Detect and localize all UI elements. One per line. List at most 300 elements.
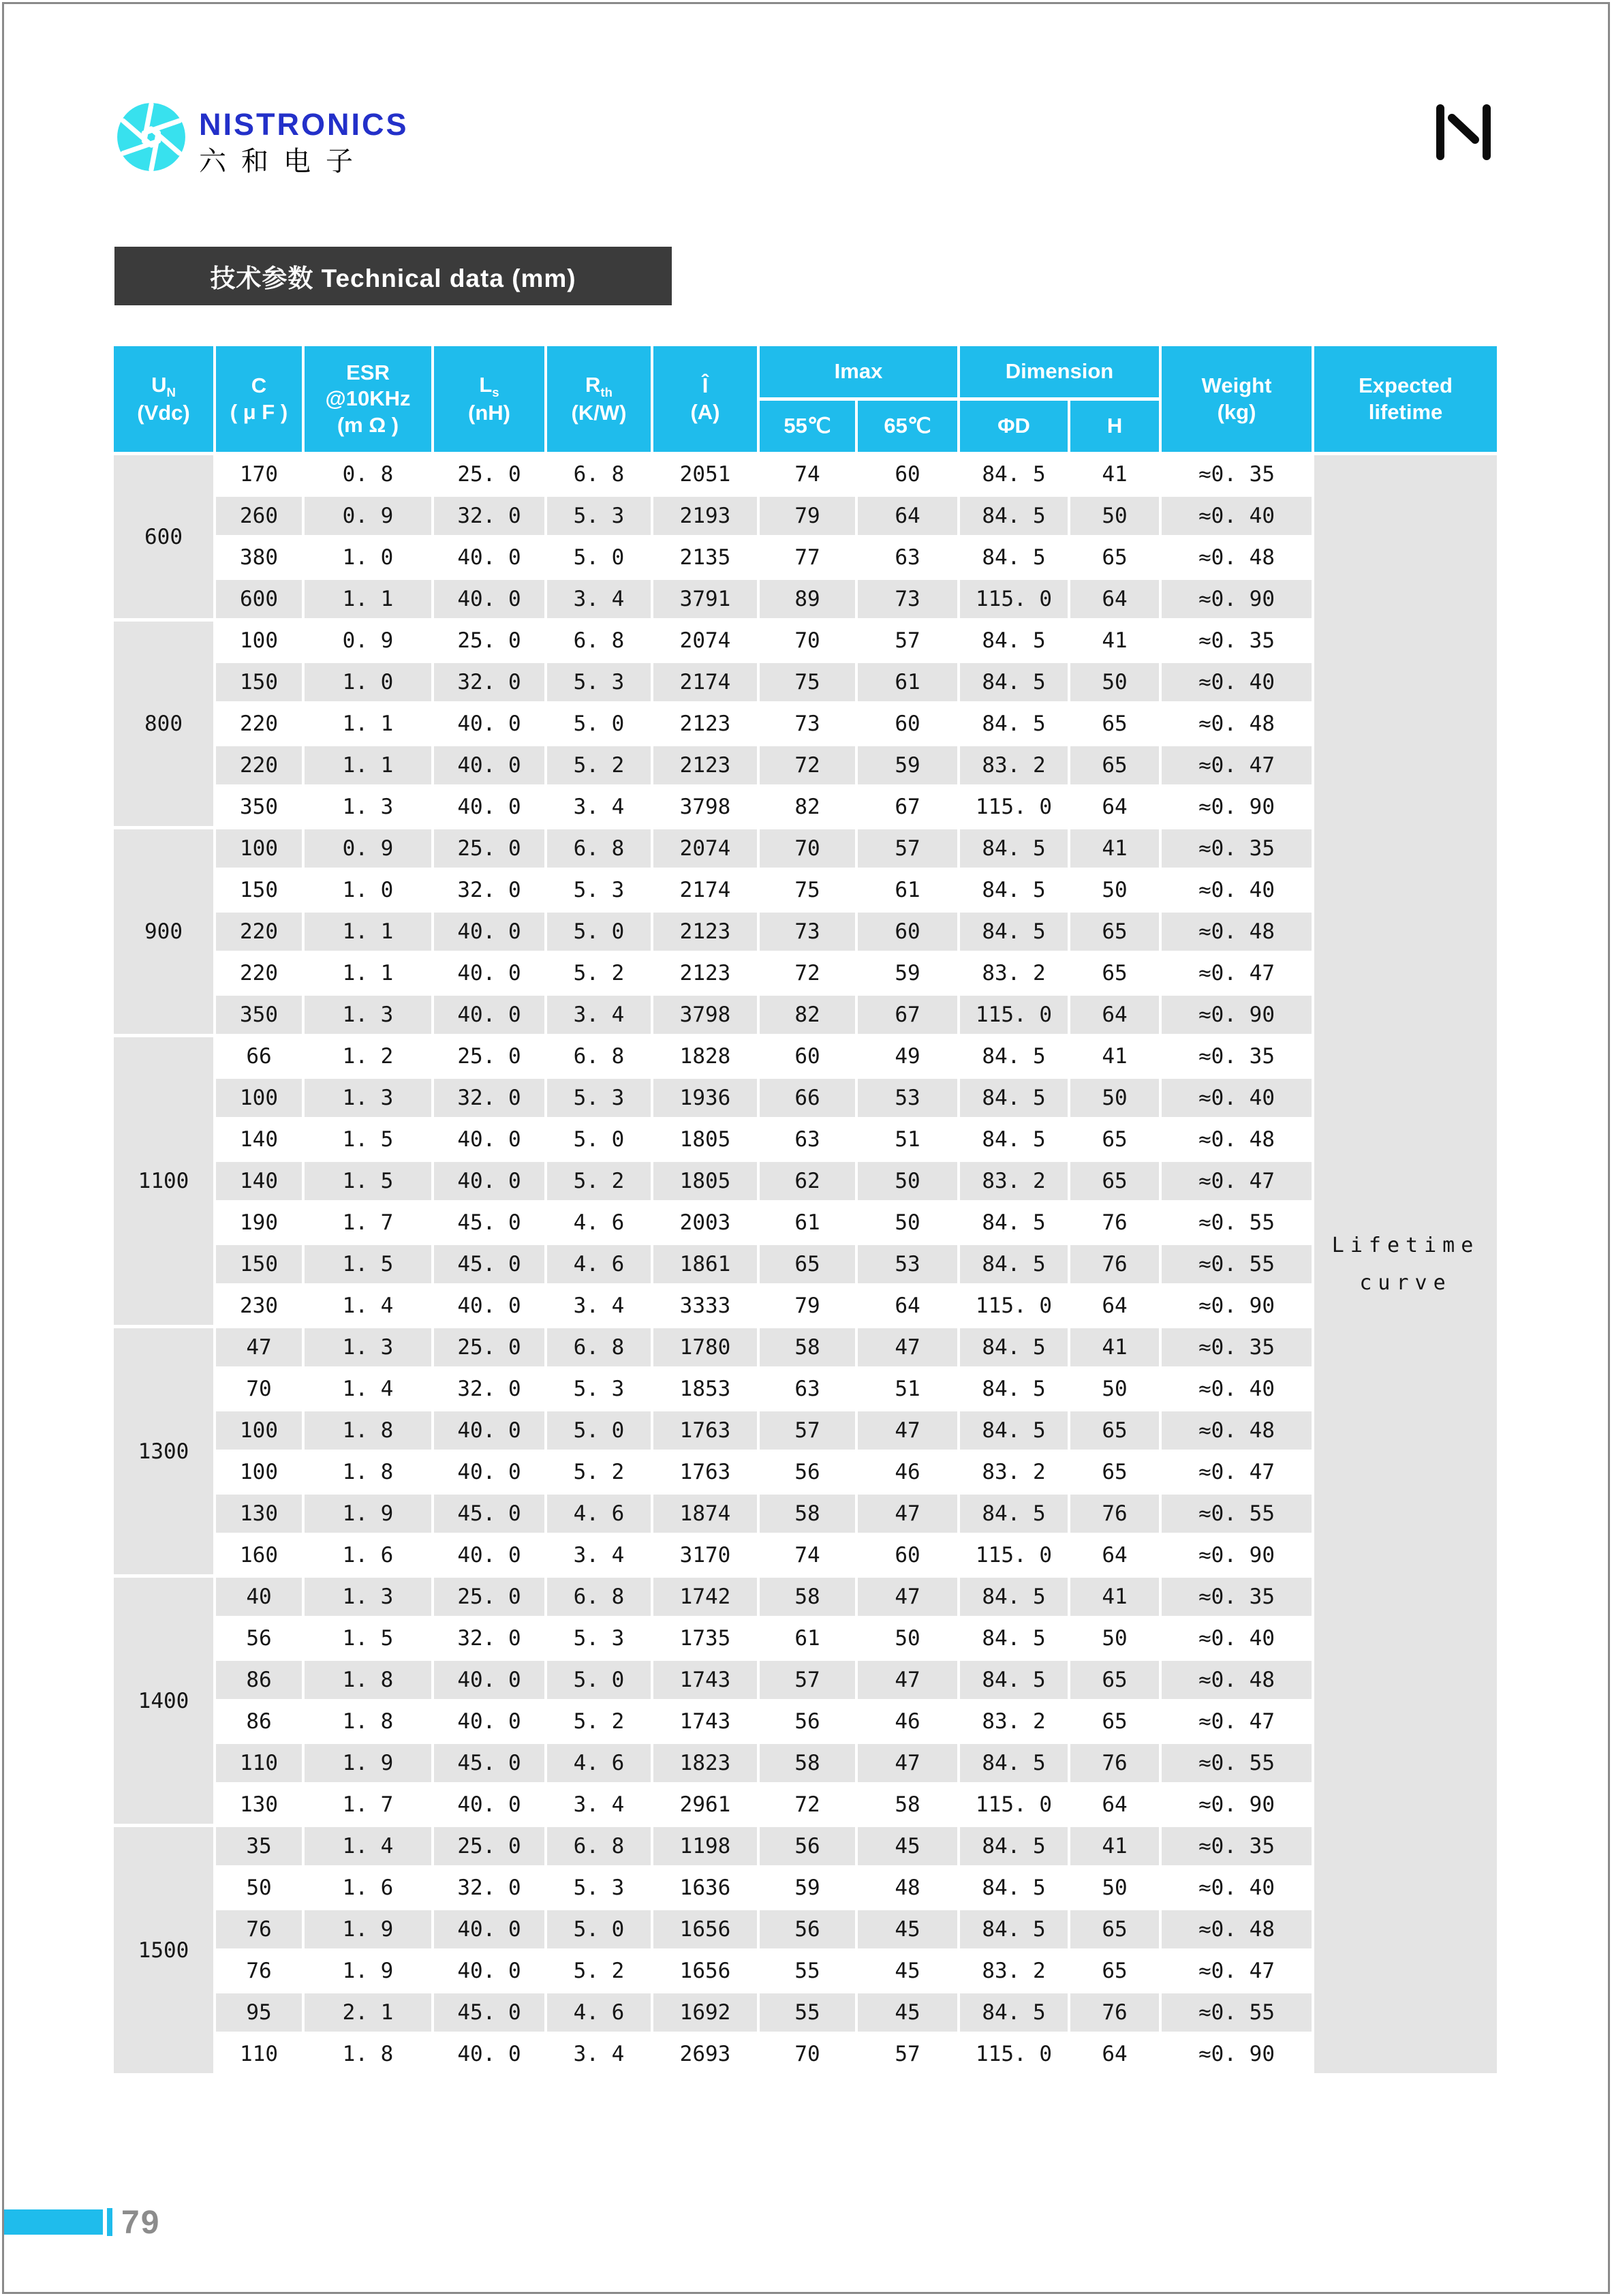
table-row [114, 705, 1497, 743]
data-cell: 55 [760, 1993, 855, 2032]
col-header-phid: ΦD [960, 401, 1068, 452]
data-cell: 1692 [653, 1993, 757, 2032]
data-cell: 3333 [653, 1287, 757, 1325]
col-header-h: H [1070, 401, 1159, 452]
data-cell: ≈0. 35 [1162, 622, 1312, 660]
technical-data-table-wrap [111, 343, 1502, 2077]
data-cell: 2123 [653, 954, 757, 992]
table-row [114, 1328, 1497, 1366]
data-cell: 5. 2 [547, 746, 651, 784]
data-cell: 32. 0 [434, 1869, 544, 1907]
data-cell: 1853 [653, 1370, 757, 1408]
data-cell: 3798 [653, 996, 757, 1034]
data-cell: 5. 0 [547, 1910, 651, 1948]
data-cell: 84. 5 [960, 1204, 1068, 1242]
data-cell: 1. 9 [305, 1744, 431, 1782]
data-cell: 1. 8 [305, 1411, 431, 1450]
data-cell: 5. 0 [547, 705, 651, 743]
data-cell: 50 [1070, 1619, 1159, 1657]
data-cell: 32. 0 [434, 1079, 544, 1117]
col-header-55c: 55℃ [760, 401, 855, 452]
page-number: 79 [121, 2205, 161, 2241]
data-cell: 49 [858, 1037, 957, 1075]
data-cell: 220 [216, 746, 302, 784]
data-cell: 84. 5 [960, 829, 1068, 868]
data-cell: 61 [858, 871, 957, 909]
group-voltage-cell: 1100 [114, 1037, 213, 1325]
col-header-expected-lifetime: Expected lifetime [1314, 346, 1497, 452]
table-row [114, 1744, 1497, 1782]
data-cell: 100 [216, 1079, 302, 1117]
data-cell: 1. 3 [305, 1079, 431, 1117]
table-row [114, 996, 1497, 1034]
data-cell: ≈0. 35 [1162, 1328, 1312, 1366]
data-cell: 170 [216, 455, 302, 493]
data-cell: 58 [760, 1744, 855, 1782]
data-cell: 76 [1070, 1495, 1159, 1533]
data-cell: 140 [216, 1162, 302, 1200]
data-cell: 2123 [653, 746, 757, 784]
data-cell: 84. 5 [960, 1869, 1068, 1907]
data-cell: 110 [216, 2035, 302, 2073]
data-cell: 40. 0 [434, 1536, 544, 1574]
data-cell: 40. 0 [434, 1411, 544, 1450]
table-row [114, 1162, 1497, 1200]
data-cell: 58 [760, 1578, 855, 1616]
data-cell: 76 [216, 1910, 302, 1948]
data-cell: 1. 9 [305, 1910, 431, 1948]
table-row [114, 1453, 1497, 1491]
data-cell: 65 [1070, 913, 1159, 951]
data-cell: 50 [858, 1619, 957, 1657]
col-header-ls: $L_s$ (nH) [434, 346, 544, 452]
data-cell: 1743 [653, 1661, 757, 1699]
data-cell: 72 [760, 746, 855, 784]
data-cell: 40. 0 [434, 2035, 544, 2073]
data-cell: 600 [216, 580, 302, 618]
data-cell: ≈0. 48 [1162, 1910, 1312, 1948]
data-cell: 47 [858, 1744, 957, 1782]
data-cell: 47 [858, 1661, 957, 1699]
data-cell: 61 [760, 1204, 855, 1242]
data-cell: ≈0. 40 [1162, 663, 1312, 701]
data-cell: 83. 2 [960, 746, 1068, 784]
data-cell: 67 [858, 996, 957, 1034]
data-cell: ≈0. 90 [1162, 1536, 1312, 1574]
data-cell: 57 [760, 1411, 855, 1450]
data-cell: 100 [216, 1411, 302, 1450]
data-cell: 86 [216, 1661, 302, 1699]
data-cell: ≈0. 90 [1162, 580, 1312, 618]
data-cell: 100 [216, 1453, 302, 1491]
data-cell: 6. 8 [547, 622, 651, 660]
data-cell: 72 [760, 954, 855, 992]
data-cell: 25. 0 [434, 1328, 544, 1366]
data-cell: 75 [760, 663, 855, 701]
data-cell: 6. 8 [547, 1578, 651, 1616]
data-cell: 2051 [653, 455, 757, 493]
data-cell: 57 [858, 829, 957, 868]
data-cell: 40. 0 [434, 1786, 544, 1824]
data-cell: 2961 [653, 1786, 757, 1824]
col-header-peak-current: Î (A) [653, 346, 757, 452]
data-cell: 1. 6 [305, 1869, 431, 1907]
group-voltage-cell: 1400 [114, 1578, 213, 1824]
data-cell: 64 [1070, 1536, 1159, 1574]
data-cell: 50 [216, 1869, 302, 1907]
data-cell: 64 [1070, 996, 1159, 1034]
data-cell: 1. 2 [305, 1037, 431, 1075]
data-cell: 50 [1070, 497, 1159, 535]
data-cell: 83. 2 [960, 1952, 1068, 1990]
data-cell: 66 [216, 1037, 302, 1075]
data-cell: 3. 4 [547, 996, 651, 1034]
data-cell: 47 [858, 1495, 957, 1533]
data-cell: 2193 [653, 497, 757, 535]
data-cell: 84. 5 [960, 1120, 1068, 1159]
data-cell: 350 [216, 788, 302, 826]
data-cell: 50 [1070, 1370, 1159, 1408]
data-cell: 62 [760, 1162, 855, 1200]
data-cell: ≈0. 48 [1162, 1661, 1312, 1699]
lifetime-curve-line: curve [1359, 1271, 1452, 1295]
data-cell: 84. 5 [960, 1578, 1068, 1616]
data-cell: 1. 5 [305, 1162, 431, 1200]
data-cell: 45 [858, 1952, 957, 1990]
data-cell: 45 [858, 1827, 957, 1865]
data-cell: 2123 [653, 913, 757, 951]
table-row [114, 1370, 1497, 1408]
data-cell: 65 [1070, 1661, 1159, 1699]
data-cell: 130 [216, 1786, 302, 1824]
data-cell: 84. 5 [960, 1619, 1068, 1657]
data-cell: 84. 5 [960, 1370, 1068, 1408]
data-cell: 32. 0 [434, 871, 544, 909]
data-cell: 100 [216, 622, 302, 660]
data-cell: 40. 0 [434, 746, 544, 784]
data-cell: 60 [760, 1037, 855, 1075]
data-cell: 58 [858, 1786, 957, 1824]
data-cell: 150 [216, 663, 302, 701]
data-cell: 84. 5 [960, 497, 1068, 535]
data-cell: 1656 [653, 1952, 757, 1990]
data-cell: 50 [1070, 1869, 1159, 1907]
data-cell: 65 [1070, 1120, 1159, 1159]
data-cell: 2174 [653, 663, 757, 701]
data-cell: 32. 0 [434, 1370, 544, 1408]
data-cell: ≈0. 48 [1162, 1411, 1312, 1450]
data-cell: 55 [760, 1952, 855, 1990]
data-cell: 1. 5 [305, 1120, 431, 1159]
data-cell: 5. 0 [547, 913, 651, 951]
data-cell: 230 [216, 1287, 302, 1325]
data-cell: 25. 0 [434, 1578, 544, 1616]
data-cell: 6. 8 [547, 455, 651, 493]
data-cell: 75 [760, 871, 855, 909]
data-cell: ≈0. 35 [1162, 1827, 1312, 1865]
data-cell: 350 [216, 996, 302, 1034]
data-cell: 70 [760, 829, 855, 868]
data-cell: 65 [1070, 1162, 1159, 1200]
data-cell: 5. 3 [547, 1869, 651, 1907]
table-row [114, 788, 1497, 826]
data-cell: 65 [1070, 1910, 1159, 1948]
data-cell: 1. 0 [305, 538, 431, 577]
data-cell: 61 [858, 663, 957, 701]
data-cell: 84. 5 [960, 1328, 1068, 1366]
data-cell: 82 [760, 788, 855, 826]
data-cell: ≈0. 90 [1162, 1786, 1312, 1824]
table-row [114, 538, 1497, 577]
data-cell: 3. 4 [547, 788, 651, 826]
data-cell: 74 [760, 455, 855, 493]
data-cell: 41 [1070, 1037, 1159, 1075]
data-cell: 0. 9 [305, 829, 431, 868]
data-cell: 110 [216, 1744, 302, 1782]
table-row [114, 1993, 1497, 2032]
data-cell: 60 [858, 913, 957, 951]
data-cell: ≈0. 47 [1162, 954, 1312, 992]
data-cell: 59 [760, 1869, 855, 1907]
data-cell: ≈0. 40 [1162, 1079, 1312, 1117]
table-row [114, 1578, 1497, 1616]
data-cell: 1823 [653, 1744, 757, 1782]
table-row [114, 1287, 1497, 1325]
data-cell: 65 [1070, 538, 1159, 577]
data-cell: ≈0. 47 [1162, 746, 1312, 784]
data-cell: 5. 3 [547, 663, 651, 701]
data-cell: 76 [1070, 1744, 1159, 1782]
data-cell: ≈0. 55 [1162, 1245, 1312, 1283]
data-cell: 65 [1070, 1952, 1159, 1990]
data-cell: 1780 [653, 1328, 757, 1366]
data-cell: 59 [858, 954, 957, 992]
data-cell: 40. 0 [434, 1910, 544, 1948]
table-row [114, 580, 1497, 618]
col-header-dimension: Dimension [960, 346, 1159, 397]
data-cell: 45 [858, 1910, 957, 1948]
data-cell: 1. 9 [305, 1952, 431, 1990]
data-cell: 1. 8 [305, 1661, 431, 1699]
data-cell: 5. 2 [547, 954, 651, 992]
table-row [114, 1079, 1497, 1117]
table-row [114, 497, 1497, 535]
data-cell: 45 [858, 1993, 957, 2032]
data-cell: 40. 0 [434, 705, 544, 743]
data-cell: 25. 0 [434, 1037, 544, 1075]
table-row [114, 1245, 1497, 1283]
data-cell: ≈0. 47 [1162, 1453, 1312, 1491]
data-cell: ≈0. 90 [1162, 996, 1312, 1034]
data-cell: 0. 9 [305, 497, 431, 535]
data-cell: 1656 [653, 1910, 757, 1948]
data-cell: 2074 [653, 829, 757, 868]
col-header-imax: Imax [760, 346, 957, 397]
data-cell: 2. 1 [305, 1993, 431, 2032]
data-cell: 5. 0 [547, 1120, 651, 1159]
data-cell: 50 [1070, 663, 1159, 701]
data-cell: 40. 0 [434, 1453, 544, 1491]
data-cell: 6. 8 [547, 1827, 651, 1865]
data-cell: 32. 0 [434, 663, 544, 701]
data-cell: 3798 [653, 788, 757, 826]
data-cell: ≈0. 90 [1162, 2035, 1312, 2073]
data-cell: 1. 9 [305, 1495, 431, 1533]
data-cell: 5. 2 [547, 1162, 651, 1200]
data-cell: 63 [858, 538, 957, 577]
table-row [114, 954, 1497, 992]
data-cell: 89 [760, 580, 855, 618]
data-cell: 45. 0 [434, 1204, 544, 1242]
data-cell: ≈0. 55 [1162, 1744, 1312, 1782]
data-cell: 41 [1070, 1578, 1159, 1616]
data-cell: 32. 0 [434, 497, 544, 535]
data-cell: 84. 5 [960, 1910, 1068, 1948]
data-cell: 74 [760, 1536, 855, 1574]
table-row [114, 1495, 1497, 1533]
data-cell: 84. 5 [960, 1744, 1068, 1782]
data-cell: 57 [760, 1661, 855, 1699]
data-cell: 40. 0 [434, 1162, 544, 1200]
data-cell: 95 [216, 1993, 302, 2032]
footer-accent-bar [4, 2209, 103, 2235]
data-cell: 65 [1070, 954, 1159, 992]
data-cell: 41 [1070, 829, 1159, 868]
data-cell: 79 [760, 497, 855, 535]
data-cell: 46 [858, 1453, 957, 1491]
data-cell: 56 [216, 1619, 302, 1657]
data-cell: 60 [858, 705, 957, 743]
data-cell: ≈0. 55 [1162, 1495, 1312, 1533]
data-cell: 4. 6 [547, 1245, 651, 1283]
data-cell: 53 [858, 1245, 957, 1283]
data-cell: 260 [216, 497, 302, 535]
brand-text [199, 100, 409, 175]
brand-wordmark: NISTRONICS [199, 107, 409, 142]
data-cell: 3. 4 [547, 1786, 651, 1824]
col-header-un: $U_N$ (Vdc) [114, 346, 213, 452]
data-cell: ≈0. 35 [1162, 1578, 1312, 1616]
col-header-weight: Weight (kg) [1162, 346, 1312, 452]
data-cell: 5. 0 [547, 1411, 651, 1450]
data-cell: 82 [760, 996, 855, 1034]
data-cell: 61 [760, 1619, 855, 1657]
data-cell: 1. 7 [305, 1786, 431, 1824]
table-header [114, 346, 1497, 452]
lifetime-curve-line: Lifetime [1331, 1234, 1480, 1257]
data-cell: 1. 5 [305, 1619, 431, 1657]
data-cell: 5. 2 [547, 1702, 651, 1741]
data-cell: 1742 [653, 1578, 757, 1616]
brand-logo [116, 100, 409, 178]
data-cell: ≈0. 47 [1162, 1702, 1312, 1741]
data-cell: 0. 9 [305, 622, 431, 660]
data-cell: 3. 4 [547, 1536, 651, 1574]
data-cell: 1735 [653, 1619, 757, 1657]
brand-cjk-name: 六和电子 [199, 147, 368, 177]
data-cell: 83. 2 [960, 1702, 1068, 1741]
data-cell: 1. 1 [305, 746, 431, 784]
footer-accent-tick [107, 2208, 112, 2236]
data-cell: 5. 0 [547, 1661, 651, 1699]
data-cell: 76 [1070, 1245, 1159, 1283]
table-row [114, 2035, 1497, 2073]
data-cell: 66 [760, 1079, 855, 1117]
data-cell: 3791 [653, 580, 757, 618]
data-cell: 46 [858, 1702, 957, 1741]
data-cell: 1. 8 [305, 1702, 431, 1741]
data-cell: 47 [858, 1411, 957, 1450]
data-cell: 60 [858, 455, 957, 493]
table-row [114, 913, 1497, 951]
data-cell: 84. 5 [960, 622, 1068, 660]
data-cell: 1. 5 [305, 1245, 431, 1283]
data-cell: 1805 [653, 1162, 757, 1200]
data-cell: 41 [1070, 455, 1159, 493]
data-cell: 0. 8 [305, 455, 431, 493]
col-header-esr: ESR @10KHz (m Ω ) [305, 346, 431, 452]
data-cell: ≈0. 40 [1162, 1370, 1312, 1408]
data-cell: 1. 1 [305, 705, 431, 743]
data-cell: 65 [1070, 1702, 1159, 1741]
col-header-rth: $R_{th}$ (K/W) [547, 346, 651, 452]
table-body [114, 455, 1497, 2073]
data-cell: 4. 6 [547, 1744, 651, 1782]
data-cell: 47 [858, 1328, 957, 1366]
data-cell: 83. 2 [960, 1162, 1068, 1200]
data-cell: 41 [1070, 1328, 1159, 1366]
data-cell: 4. 6 [547, 1204, 651, 1242]
data-cell: ≈0. 47 [1162, 1162, 1312, 1200]
data-cell: 115. 0 [960, 1536, 1068, 1574]
data-cell: 40. 0 [434, 1661, 544, 1699]
table-row [114, 1536, 1497, 1574]
data-cell: 115. 0 [960, 580, 1068, 618]
data-cell: 50 [858, 1204, 957, 1242]
data-cell: 40. 0 [434, 913, 544, 951]
data-cell: 50 [858, 1162, 957, 1200]
data-cell: 1. 0 [305, 871, 431, 909]
group-voltage-cell: 900 [114, 829, 213, 1034]
data-cell: 130 [216, 1495, 302, 1533]
data-cell: 115. 0 [960, 788, 1068, 826]
data-cell: 56 [760, 1702, 855, 1741]
data-cell: 5. 3 [547, 1370, 651, 1408]
data-cell: 5. 2 [547, 1453, 651, 1491]
data-cell: 1198 [653, 1827, 757, 1865]
data-cell: 1. 3 [305, 788, 431, 826]
group-voltage-cell: 600 [114, 455, 213, 618]
data-cell: 2693 [653, 2035, 757, 2073]
data-cell: 45. 0 [434, 1744, 544, 1782]
data-cell: 190 [216, 1204, 302, 1242]
data-cell: 65 [1070, 705, 1159, 743]
data-cell: 25. 0 [434, 1827, 544, 1865]
data-cell: 1828 [653, 1037, 757, 1075]
data-cell: 6. 8 [547, 829, 651, 868]
data-cell: 84. 5 [960, 1411, 1068, 1450]
data-cell: 1. 3 [305, 1328, 431, 1366]
table-row [114, 1952, 1497, 1990]
data-cell: 220 [216, 705, 302, 743]
table-row [114, 1204, 1497, 1242]
data-cell: 1763 [653, 1453, 757, 1491]
data-cell: 40. 0 [434, 954, 544, 992]
data-cell: 1. 6 [305, 1536, 431, 1574]
col-header-c: C ( μ F ) [216, 346, 302, 452]
data-cell: 41 [1070, 1827, 1159, 1865]
table-row [114, 1869, 1497, 1907]
